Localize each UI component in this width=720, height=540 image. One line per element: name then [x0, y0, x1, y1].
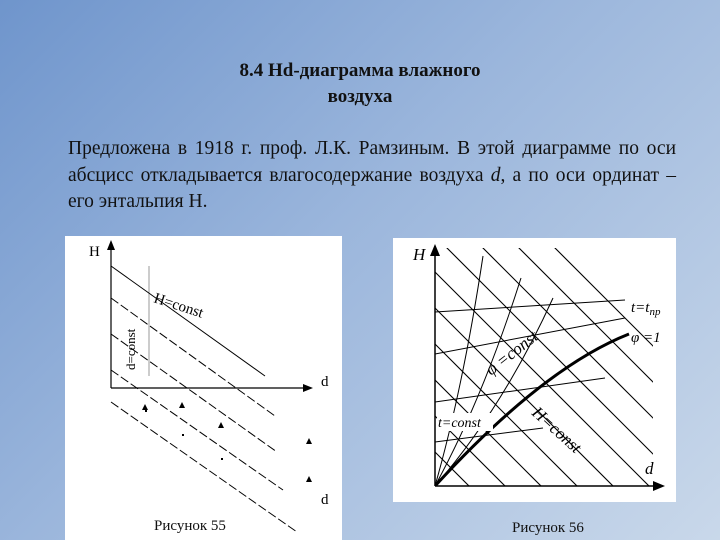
- fig55-marker: [306, 438, 312, 444]
- fig55-axis-x2-label: d: [321, 492, 329, 508]
- fig56-t-const-label: t=const: [438, 416, 481, 431]
- fig56-phi1-curve: [435, 334, 629, 486]
- fig55-marker: [218, 422, 224, 428]
- fig56-t-pr-label: [631, 300, 661, 318]
- fig55-dot: [182, 434, 184, 436]
- fig56-h-const-label: H=const: [528, 402, 586, 457]
- figure-55: [65, 236, 342, 540]
- fig56-x-arrow: [653, 481, 665, 491]
- intro-paragraph: [68, 136, 676, 216]
- slide-title: [0, 58, 720, 110]
- fig55-y-arrow: [107, 240, 115, 250]
- fig56-t-line: [435, 300, 625, 312]
- title-line-2: воздуха: [327, 86, 393, 107]
- fig55-markers: [142, 402, 312, 482]
- title-line-1: 8.4 Hd-диаграмма влажного: [239, 60, 481, 81]
- figure-56: [393, 238, 676, 502]
- fig55-axis-x-label: d: [321, 374, 329, 390]
- fig56-h-line: [553, 246, 676, 502]
- figure-55-caption: Рисунок 55: [154, 518, 226, 534]
- paragraph-variable-d: d: [490, 164, 501, 186]
- fig56-phi-curve: [435, 256, 483, 486]
- figure-55-diagram: [65, 236, 342, 540]
- fig55-axis-y-label: H: [89, 244, 100, 260]
- fig55-d-const-label: d=const: [123, 328, 138, 370]
- paragraph-text: Предложена в 1918 г. проф. Л.К. Рамзиным. В этой диаграмме по оси абсцисс откладывается влагосодержание воздуха: [68, 138, 676, 186]
- fig55-marker: [142, 404, 148, 410]
- figure-56-diagram: [393, 238, 676, 502]
- paragraph-tail: , а по оси ординат – его энтальпия Н.: [68, 164, 677, 212]
- fig56-t-pr-sub: пр: [649, 306, 661, 318]
- fig55-x-arrow: [303, 384, 313, 392]
- fig55-dot: [145, 410, 147, 412]
- figure-56-caption: Рисунок 56: [512, 520, 584, 536]
- fig56-h-line: [445, 246, 676, 502]
- fig55-h-line: [111, 402, 297, 532]
- fig56-y-arrow: [430, 244, 440, 256]
- fig55-h-const-label: H=const: [151, 290, 206, 322]
- fig55-dot: [221, 458, 223, 460]
- fig55-marker: [179, 402, 185, 408]
- fig55-marker: [306, 476, 312, 482]
- fig56-axis-x-label: d: [645, 459, 654, 478]
- fig56-phi1-label: φ =1: [631, 330, 661, 346]
- fig56-phi-const-label: φ =const: [481, 326, 542, 380]
- fig56-axis-y-label: H: [413, 245, 426, 264]
- fig56-t-pr-main: t=t: [631, 300, 650, 316]
